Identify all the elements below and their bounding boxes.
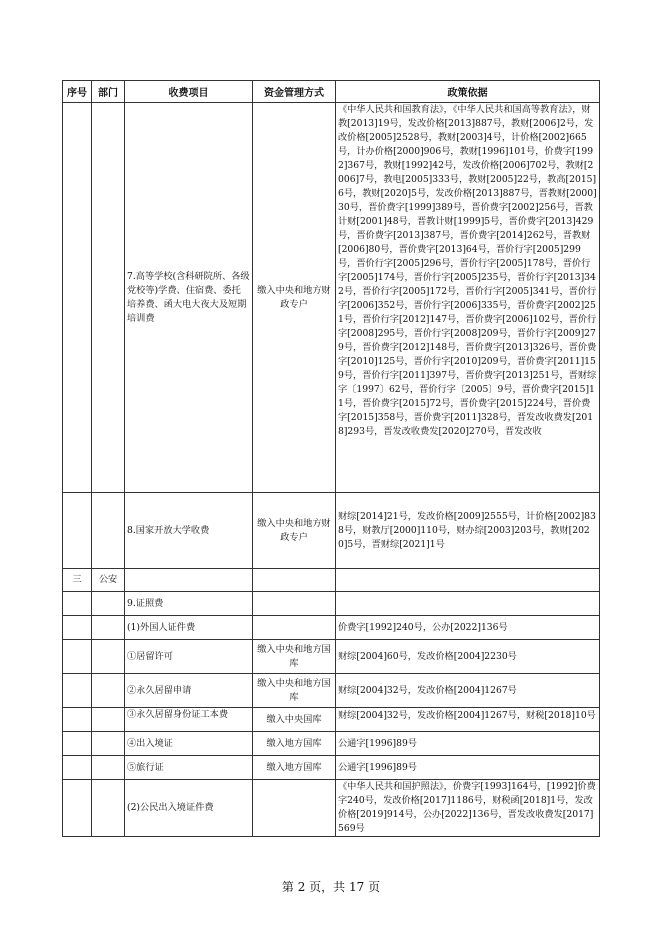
row-dept xyxy=(92,616,125,640)
row-policy: 价费字[1992]240号，公办[2022]136号 xyxy=(336,616,600,640)
header-dept: 部门 xyxy=(92,81,125,103)
row-funds: 缴入中央和地方国库 xyxy=(253,640,336,674)
row-funds: 缴入中央国库 xyxy=(253,708,336,732)
table-row xyxy=(63,616,600,640)
row-funds: 缴入中央和地方财政专户 xyxy=(253,493,336,569)
table-row xyxy=(63,732,600,756)
table-row xyxy=(63,708,600,732)
row-item: ③永久居留身份证工本费 xyxy=(127,708,229,720)
row-funds: 缴入地方国库 xyxy=(253,756,336,780)
table-row xyxy=(63,592,600,616)
row-seq xyxy=(63,780,92,837)
row-seq xyxy=(63,732,92,756)
row-dept xyxy=(92,780,125,837)
row-policy xyxy=(336,592,600,616)
row-dept xyxy=(92,756,125,780)
row-dept xyxy=(92,103,125,493)
row-dept xyxy=(92,493,125,569)
row-policy: 财综[2004]32号，发改价格[2004]1267号 xyxy=(336,674,600,708)
row-seq xyxy=(63,592,92,616)
row-dept xyxy=(92,708,125,732)
row-funds: 缴入中央和地方财政专户 xyxy=(253,103,336,493)
row-dept xyxy=(92,592,125,616)
row-policy: 财综[2004]60号，发改价格[2004]2230号 xyxy=(336,640,600,674)
row-dept xyxy=(92,640,125,674)
row-item: ④出入境证 xyxy=(125,732,253,756)
table-row xyxy=(63,493,600,569)
row-item: 9.证照费 xyxy=(125,592,253,616)
row-seq xyxy=(63,756,92,780)
row-funds xyxy=(253,592,336,616)
row-policy: 公通字[1996]89号 xyxy=(336,732,600,756)
row-funds xyxy=(253,780,336,837)
fee-table xyxy=(62,80,600,837)
row-seq xyxy=(63,616,92,640)
table-row xyxy=(63,756,600,780)
row-item: ①居留许可 xyxy=(125,640,253,674)
row-dept xyxy=(92,674,125,708)
row-funds xyxy=(253,569,336,592)
header-item: 收费项目 xyxy=(125,81,253,103)
table-row xyxy=(63,103,600,493)
row-dept: 公安 xyxy=(92,569,125,592)
row-seq xyxy=(63,640,92,674)
row-item: 7.高等学校(含科研院所、各级党校等)学费、住宿费、委托培养费、函大电大夜大及短期培训费 xyxy=(125,103,253,493)
row-item-cell xyxy=(125,708,253,732)
table-row xyxy=(63,640,600,674)
header-funds: 资金管理方式 xyxy=(253,81,336,103)
row-item: ⑤旅行证 xyxy=(125,756,253,780)
row-seq xyxy=(63,493,92,569)
row-funds: 缴入地方国库 xyxy=(253,732,336,756)
row-policy: 《中华人民共和国教育法》，《中华人民共和国高等教育法》，财教[2013]19号，发改价格[2013]887号，教财[2006]2号，发改价格[2005]2528号，教财[2003]4号，计价格[2002]665号，计办价格[2000]906号，教财[1996]101号，价费字[1992]367号，教财[1992]42号，发改价格[2006]702号，教财[2006]7号，教电[2005]333号，教财[2005]22号，教高[2015]6号，教财[2020]5号，发改价格[2013]887号，晋教财[2000]30号，晋价费字[1999]389号，晋价费字[2002]256号，晋教计财[2001]48号，晋教计财[1999]5号，晋价费字[2013]429号，晋价费字[2013]387号，晋价费字[2014]262号，晋教财[2006]80号，晋价费字[2013]64号，晋价行字[2005]299号，晋价行字[2005]296号，晋价行字[2005]178号，晋价行字[2005]174号，晋价行字[2005]235号，晋价行字[2013]342号，晋价行字[2005]172号，晋价行字[2005]341号，晋价行字[2006]352号，晋价行字[2006]335号，晋价费字[2002]251号，晋价行字[2012]147号，晋价费字[2006]102号，晋价行字[2008]295号，晋价行字[2008]209号，晋价行字[2009]279号，晋价费字[2012]148号，晋价费字[2013]326号，晋价费字[2010]125号，晋价行字[2010]209号，晋价费字[2011]159号，晋价行字[2011]397号，晋价费字[2013]251号，晋财综字〔1997〕62号，晋价行字〔2005〕9号，晋价费字[2015]11号，晋价费字[2015]72号，晋价费字[2015]224号，晋价费字[2015]358号，晋价费字[2011]328号，晋发改收费发[2018]293号，晋发改收费发[2020]270号，晋发改收 xyxy=(338,104,597,437)
fee-table-container xyxy=(62,80,599,837)
row-policy: 财综[2004]32号，发改价格[2004]1267号，财税[2018]10号 xyxy=(338,709,596,721)
row-dept xyxy=(92,732,125,756)
row-policy: 《中华人民共和国护照法》，价费字[1993]164号，[1992]价费字240号，发改价格[2017]1186号，财税函[2018]1号，发改价格[2019]914号，公办[2022]136号，晋发改收费发[2017]569号 xyxy=(336,780,600,837)
row-seq xyxy=(63,708,92,732)
row-item: (2)公民出入境证件费 xyxy=(125,780,253,837)
row-seq xyxy=(63,103,92,493)
page-footer: 第 2 页，共 17 页 xyxy=(281,880,381,894)
row-item: (1)外国人证件费 xyxy=(125,616,253,640)
row-policy-cell xyxy=(336,103,600,493)
header-row xyxy=(63,81,600,103)
row-seq: 三 xyxy=(63,569,92,592)
row-policy: 财综[2014]21号，发改价格[2009]2555号，计价格[2002]838号，财教厅[2000]110号，财办综[2003]203号，教财[2020]5号，晋财综[2021]1号 xyxy=(336,493,600,569)
row-item: 8.国家开放大学收费 xyxy=(125,493,253,569)
row-policy: 公通字[1996]89号 xyxy=(336,756,600,780)
table-row xyxy=(63,569,600,592)
row-policy xyxy=(336,569,600,592)
row-seq xyxy=(63,674,92,708)
table-row xyxy=(63,674,600,708)
row-funds: 缴入中央和地方国库 xyxy=(253,674,336,708)
row-item: ②永久居留申请 xyxy=(125,674,253,708)
row-item xyxy=(125,569,253,592)
header-seq: 序号 xyxy=(63,81,92,103)
table-row xyxy=(63,780,600,837)
header-policy: 政策依据 xyxy=(336,81,600,103)
row-funds xyxy=(253,616,336,640)
row-policy-cell xyxy=(336,708,600,732)
